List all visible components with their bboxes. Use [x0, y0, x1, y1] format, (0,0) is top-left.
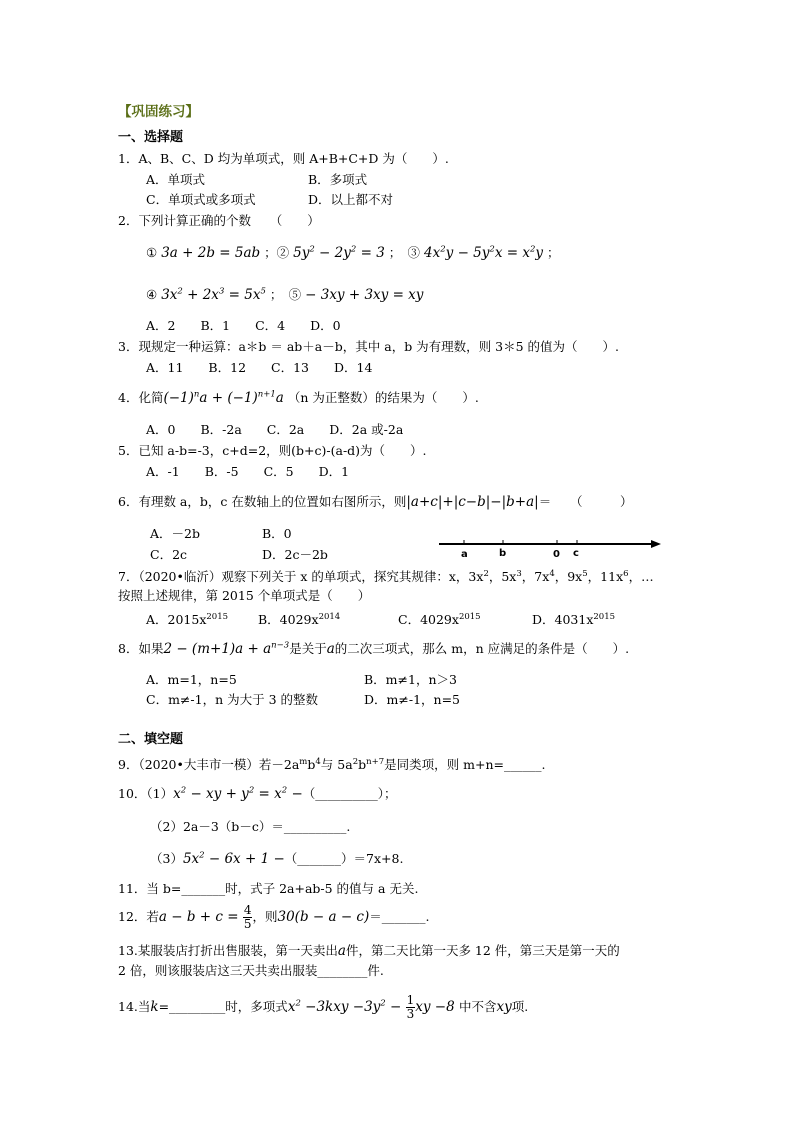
q12-prefix: 12．若 [118, 909, 159, 924]
q12-mid: ，则 [252, 909, 278, 924]
q7-line-2: 按照上述规律，第 2015 个单项式是（ ） [118, 588, 371, 603]
q13-suffix: 件，第二天比第一天多 12 件，第三天是第一天的 [345, 943, 620, 958]
q1-option-b: B．多项式 [308, 172, 368, 187]
q4-suffix: （n 为正整数）的结果为（ ）. [287, 390, 479, 405]
question-11: 11．当 b=_______时，式子 2a+ab-5 的值与 a 无关. [118, 881, 419, 896]
q2-options: A．2 B．1 C．4 D．0 [146, 318, 341, 333]
q8-option-c: C．m≠-1，n 为大于 3 的整数 [146, 692, 318, 707]
q7-d-exp: 2015 [593, 611, 616, 622]
q9-prefix: 9．（2020•大丰市一模）若－2a [118, 757, 300, 772]
q8-mid: 是关于 [289, 641, 327, 656]
q10-blank-1: （__________）； [302, 786, 397, 801]
question-4-stem: 4．化简$(-1)^na + (-1)^{n+1}a$ （n 为正整数）的结果为（ ）. [118, 389, 479, 406]
question-1-stem: 1．A、B、C、D 均为单项式，则 A+B+C+D 为（ ）. [118, 151, 449, 166]
q7-option-a [146, 612, 228, 628]
question-5-stem: 5．已知 a-b=-3，c+d=2，则(b+c)-(a-d)为（ ）. [118, 443, 427, 458]
question-10-part-1: 10．$(1)x^2$ − xy + $y^2 = x^2$ −（__________）； [118, 785, 397, 802]
q6-option-b: B．0 [262, 526, 292, 541]
q2-marker-3: ； ③ [388, 245, 421, 260]
q8-option-a: A．m=1，n=5 [146, 672, 237, 687]
q7-option-d [532, 612, 615, 628]
question-13-line-1 [118, 943, 620, 959]
q9-exp-m: m [299, 756, 308, 767]
label-b: b [499, 548, 507, 558]
q8-option-b: B．m≠1，n＞3 [364, 672, 457, 687]
q10-blank-3: （_______）＝7x+8. [284, 851, 404, 866]
q7-b-exp: 2014 [318, 611, 341, 622]
question-6-stem: 6．有理数 a，b，c 在数轴上的位置如右图所示，则|a+c|+|c−b|−|b+a|＝ （ ） [118, 494, 633, 510]
question-7-stem [118, 569, 654, 585]
label-zero: 0 [553, 549, 560, 558]
q4-prefix: 4．化简 [118, 390, 164, 405]
q7-ellipsis: ，… [628, 569, 654, 584]
q7-exp-3: 3 [516, 568, 522, 579]
q7-term-7x: ，7x [521, 569, 550, 584]
q14-not-contain: 中不含 [459, 999, 497, 1014]
q6-option-d: D．2c－2b [262, 547, 328, 562]
q1-option-a: A．单项式 [146, 172, 206, 187]
question-10-part-3: $(3)5x^2 - 6x + 1$ −（_______）＝7x+8. [150, 850, 404, 867]
q7-a-exp: 2015 [206, 611, 229, 622]
question-2-stem: 2．下列计算正确的个数 （ ） [118, 213, 320, 228]
q2-formula-row-1: ① 3a + 2b = 5ab ；② $5y^2 - 2y^2 = 3$ ； ③ $4x^2y - 5y^2x = x^2y$ ； [146, 244, 560, 261]
q14-prefix: 14.当 [118, 999, 151, 1014]
number-line-figure [437, 534, 662, 558]
label-a: a [461, 549, 468, 558]
q14-mid: =_________时，多项式 [158, 999, 288, 1014]
q6-option-c: C．2c [150, 547, 188, 562]
q2-formula-row-2: ④ $3x^2 + 2x^3 = 5x^5$ ； ⑤ − 3xy + 3xy = xy [146, 286, 424, 303]
q13-prefix: 13.某服装店打折出售服装，第一天卖出 [118, 943, 338, 958]
q6-suffix: ＝ （ ） [538, 494, 633, 509]
number-line-arrow [651, 540, 661, 548]
q6-option-a: A．－2b [150, 526, 200, 541]
q7-exp-2: 2 [483, 568, 489, 579]
q3-options: A．11 B．12 C．13 D．14 [146, 360, 373, 375]
q6-prefix: 6．有理数 a，b，c 在数轴上的位置如右图所示，则 [118, 494, 407, 509]
q14-end: 项. [511, 999, 529, 1014]
q1-option-c: C．单项式或多项式 [146, 192, 256, 207]
q8-prefix: 8．如果 [118, 641, 164, 656]
label-c: c [573, 548, 579, 558]
question-3-stem: 3．现规定一种运算：a＊b ＝ ab＋a－b，其中 a，b 为有理数，则 3＊5 的值为（ ）. [118, 339, 619, 354]
section-title-consolidation: 【巩固练习】 [118, 104, 199, 120]
q14-var-k: k [150, 999, 159, 1015]
q7-exp-4: 4 [549, 568, 555, 579]
q9-b2: b [358, 757, 367, 772]
question-12: 12．若a − b + c = $\frac{4}{5}$ ，则30(b − a − c)＝_______. [118, 903, 430, 931]
q7-option-b [258, 612, 340, 628]
q8-option-d: D．m≠-1，n=5 [364, 692, 461, 707]
q9-suffix: 是同类项，则 m+n=______. [384, 757, 546, 772]
question-10-part-2: （2）2a－3（b－c）＝__________. [150, 819, 351, 834]
q9-exp-2: 2 [352, 756, 359, 767]
q7-term-11x: ，11x [587, 569, 624, 584]
q10-part3-prefix: （3） [150, 851, 183, 866]
question-14: 14.当k=_________时，多项式$x^2 -3kxy -3y^2$ − $\frac{1}{3}$ xy −8 中不含xy项. [118, 993, 529, 1021]
q2-marker-4: ④ [146, 287, 158, 302]
q2-marker-1: ① [146, 245, 158, 260]
question-9-stem [118, 757, 545, 773]
question-13-line-2: 2 倍，则该服装店这三天共卖出服装________件. [118, 963, 384, 978]
section-heading-choice: 一、选择题 [118, 130, 184, 145]
q7-term-9x: ，9x [554, 569, 583, 584]
q7-text: 7．（2020•临沂）观察下列关于 x 的单项式，探究其规律：x，3x [118, 569, 484, 584]
q7-option-c [398, 612, 481, 628]
q13-var-a: a [337, 943, 346, 959]
q7-d-text: D．4031x [532, 612, 594, 627]
section-heading-fill: 二、填空题 [118, 732, 184, 747]
q7-exp-6: 6 [623, 568, 629, 579]
q2-marker-2: ；② [264, 245, 290, 260]
q2-marker-5: ； ⑤ [269, 287, 302, 302]
q4-options: A．0 B．-2a C．2a D．2a 或-2a [146, 422, 404, 437]
q7-a-text: A．2015x [146, 612, 207, 627]
q1-option-d: D．以上都不对 [308, 192, 394, 207]
q12-blank: ＝_______. [369, 909, 430, 924]
q8-suffix: 的二次三项式，那么 m，n 应满足的条件是（ ）. [334, 641, 630, 656]
q9-exp-4: 4 [315, 756, 321, 767]
q14-var-xy: xy [496, 999, 512, 1015]
q7-term-5x: ，5x [488, 569, 517, 584]
q7-b-text: B．4029x [258, 612, 319, 627]
q9-exp-n7: n+7 [366, 756, 385, 767]
question-8-stem: 8．如果$2 - (m+1)a + a^{n-3}$是关于a的二次三项式，那么 m，n 应满足的条件是（ ）. [118, 640, 630, 657]
q9-b1: b [307, 757, 316, 772]
q5-options: A．-1 B．-5 C．5 D．1 [146, 464, 350, 479]
q7-c-exp: 2015 [458, 611, 481, 622]
q7-c-text: C．4029x [398, 612, 459, 627]
q10-prefix: 10．（1） [118, 786, 174, 801]
q7-exp-5: 5 [582, 568, 588, 579]
q9-mid: 与 5a [320, 757, 353, 772]
